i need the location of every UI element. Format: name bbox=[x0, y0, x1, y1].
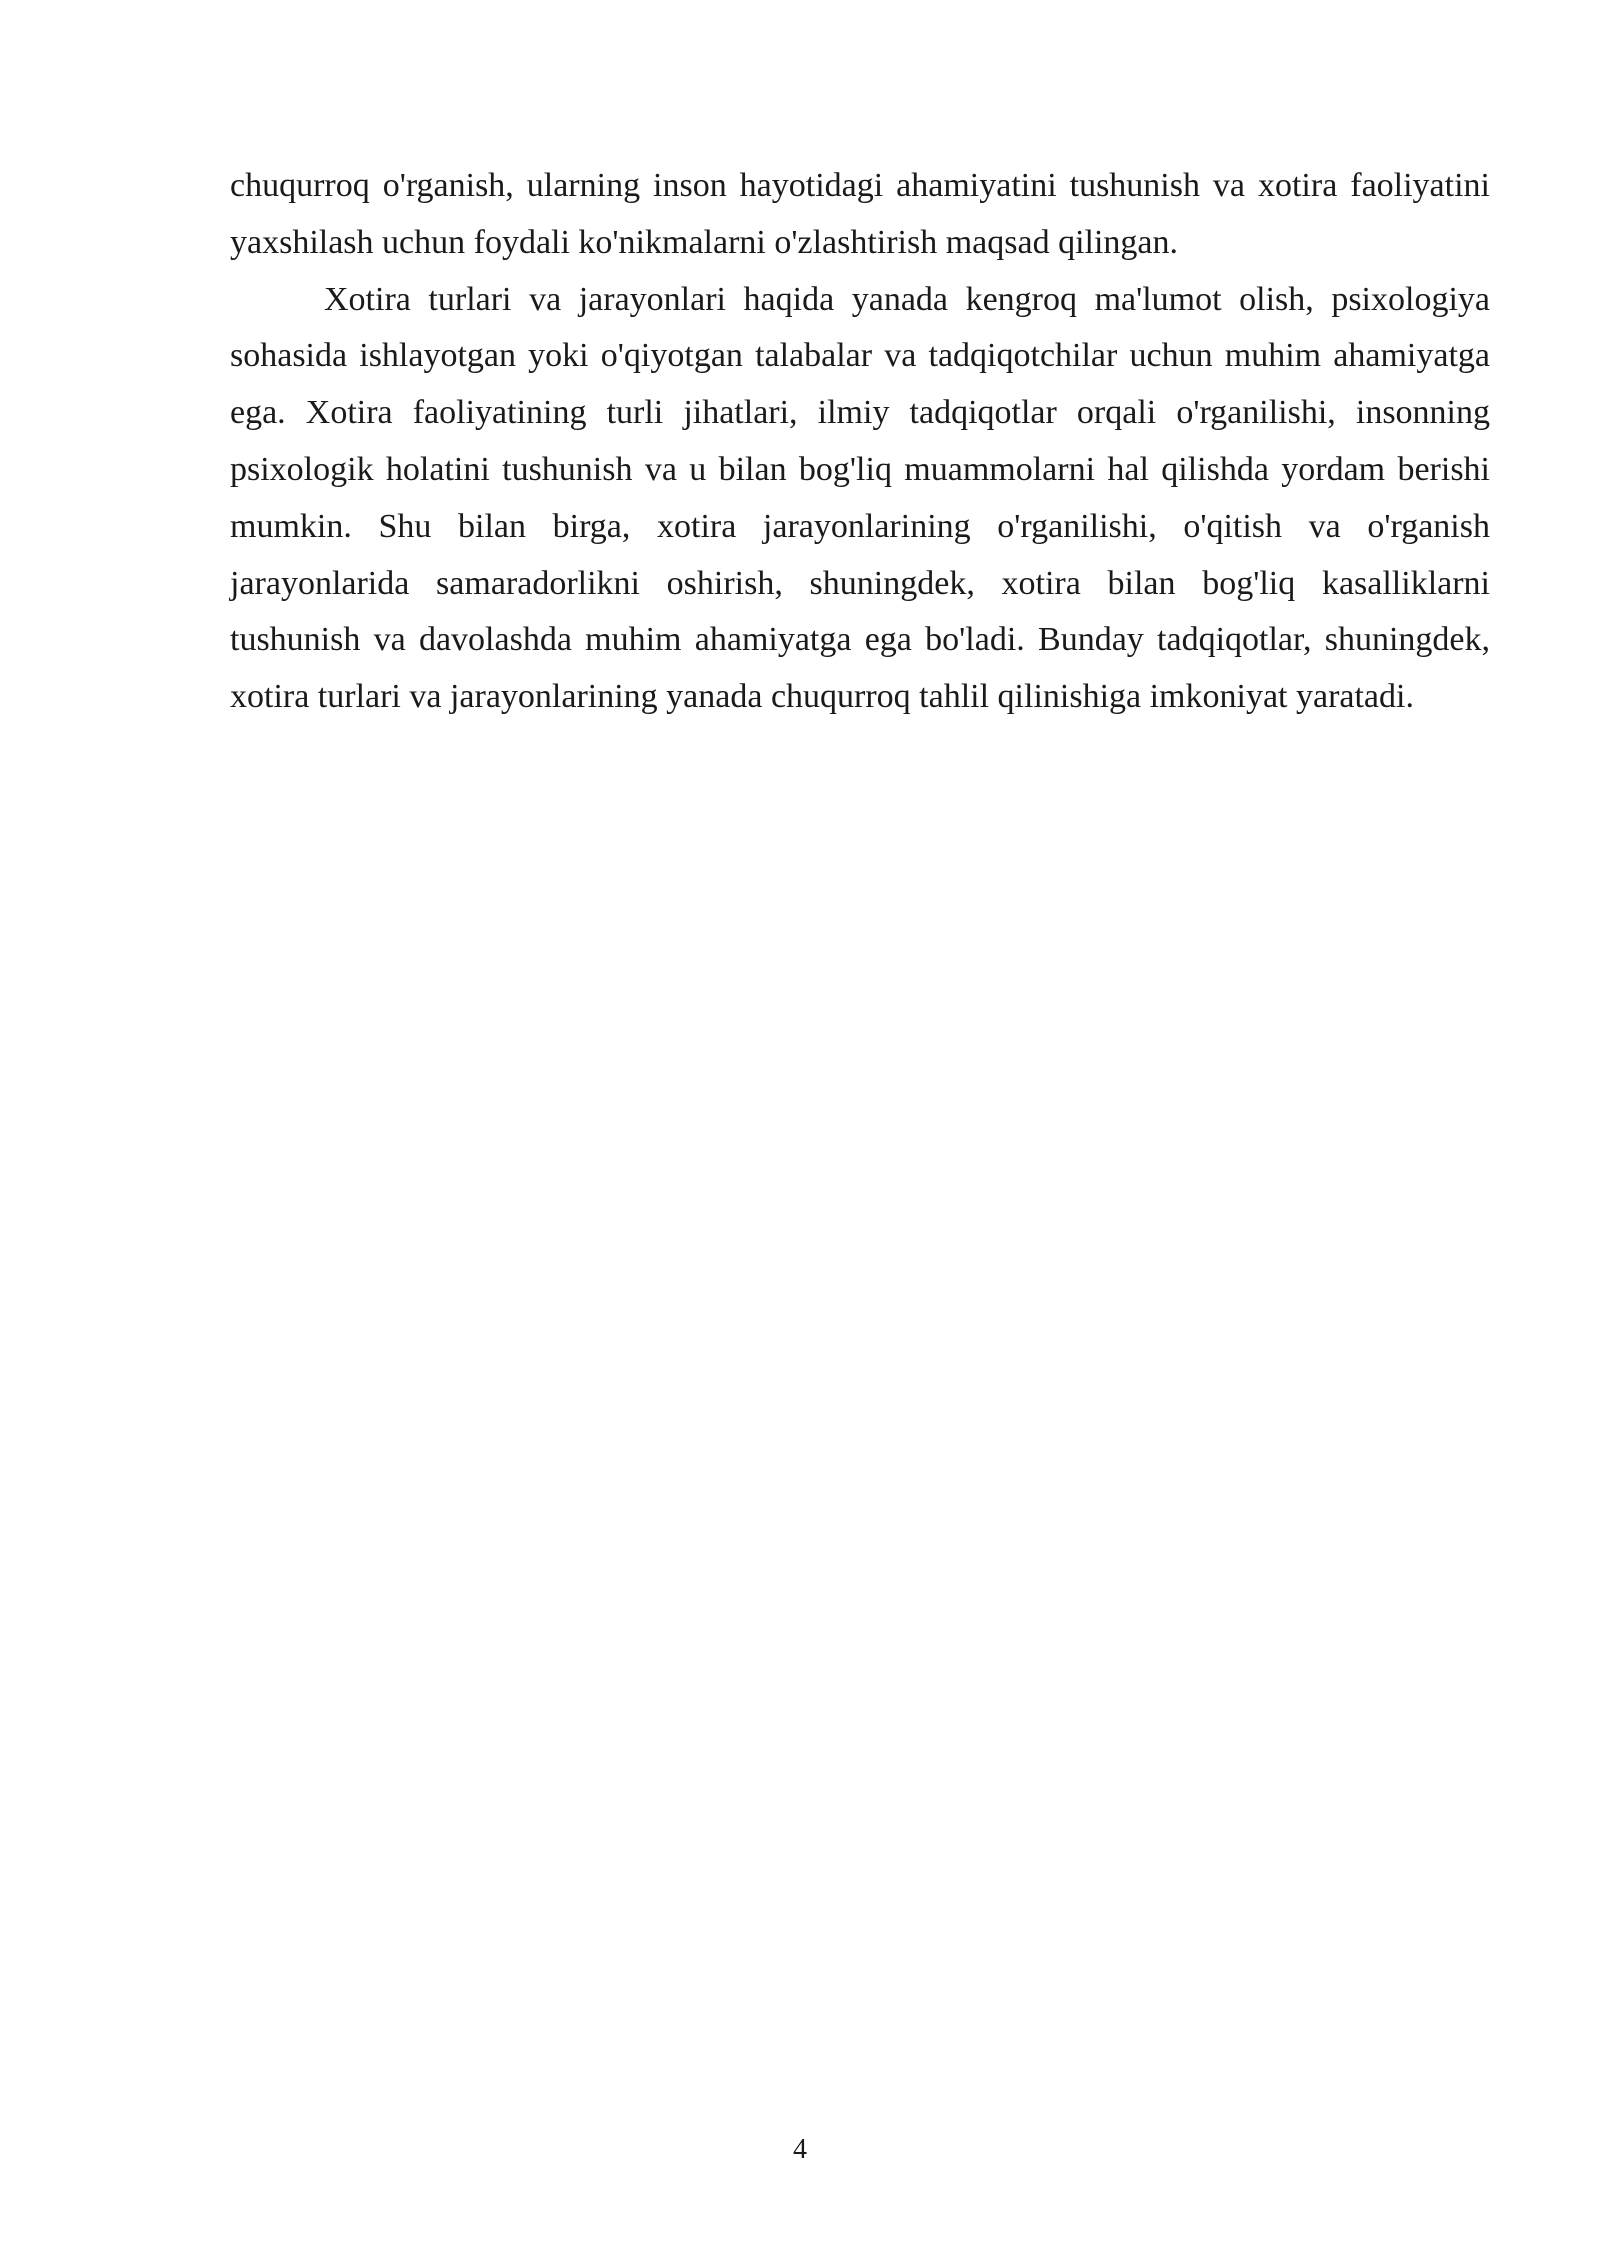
page-number: 4 bbox=[793, 2134, 807, 2165]
paragraph-memory-research: Xotira turlari va jarayonlari haqida yanada kengroq ma'lumot olish, psixologiya sohasida ishlayotgan yoki o'qiyotgan talabalar va tadqiqotchilar uchun muhim ahamiyatga ega. Xotira faoliyatining turli jihatlari, ilmiy tadqiqotlar orqali o'rganilishi, insonning psixologik holatini tushunish va u bilan bog'liq muammolarni hal qilishda yordam berishi mumkin. Shu bilan birga, xotira jarayonlarining o'rganilishi, o'qitish va o'rganish jarayonlarida samaradorlikni oshirish, shuningdek, xotira bilan bog'liq kasalliklarni tushunish va davolashda muhim ahamiyatga ega bo'ladi. Bunday tadqiqotlar, shuningdek, xotira turlari va jarayonlarining yanada chuqurroq tahlil qilinishiga imkoniyat yaratadi. bbox=[230, 280, 1490, 716]
paragraph-continuation: chuqurroq o'rganish, ularning inson hayotidagi ahamiyatini tushunish va xotira faoliyatini yaxshilash uchun foydali ko'nikmalarni o'zlashtirish maqsad qilingan. bbox=[230, 167, 1490, 261]
body-text bbox=[230, 158, 1490, 726]
